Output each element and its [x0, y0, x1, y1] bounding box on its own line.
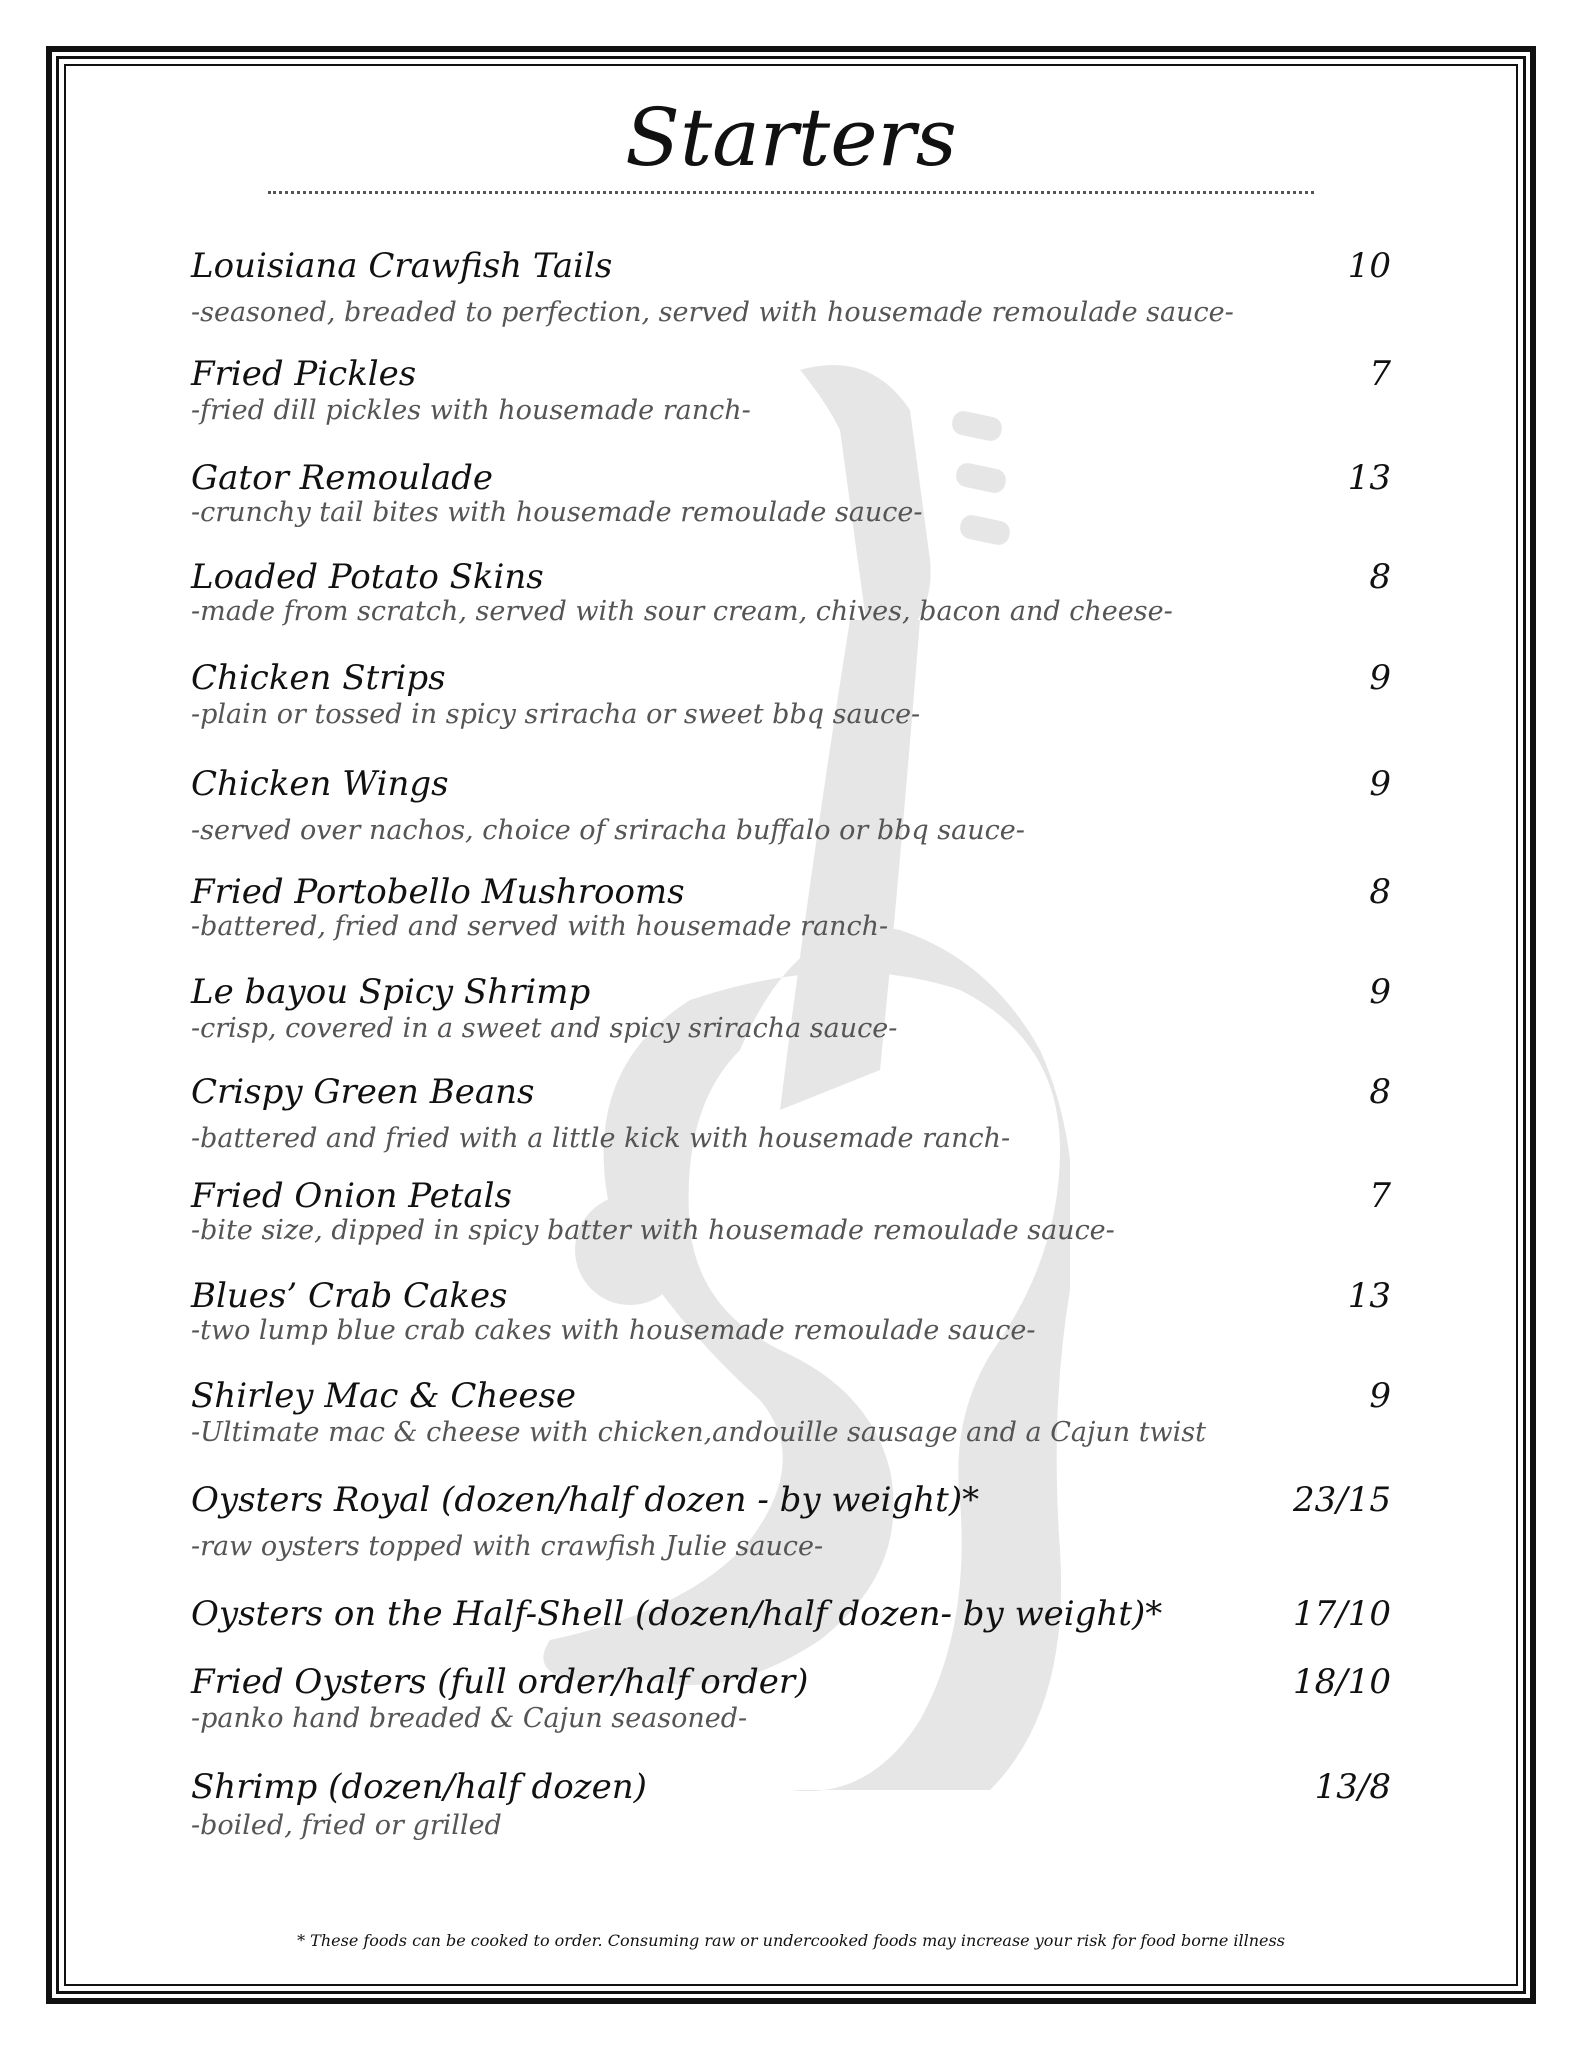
menu-item-description: -made from scratch, served with sour cream, chives, bacon and cheese- — [191, 596, 1173, 627]
menu-item-description: -two lump blue crab cakes with housemade remoulade sauce- — [191, 1315, 1036, 1346]
menu-item-name: Fried Oysters (full order/half order) — [191, 1662, 809, 1702]
menu-item-description: -crisp, covered in a sweet and spicy sriracha sauce- — [191, 1013, 898, 1044]
menu-item-price: 9 — [1369, 1376, 1391, 1416]
menu-item-price: 8 — [1369, 872, 1391, 912]
menu-item-name: Oysters on the Half-Shell (dozen/half dozen- by weight)* — [191, 1594, 1163, 1634]
menu-item — [191, 1374, 1391, 1474]
page-title: Starters — [625, 91, 957, 184]
menu-item-price: 9 — [1369, 658, 1391, 698]
menu-item-name: Fried Onion Petals — [191, 1176, 512, 1216]
menu-item-description: -boiled, fried or grilled — [191, 1810, 502, 1841]
menu-item-price: 13/8 — [1314, 1767, 1391, 1807]
menu-item-price: 18/10 — [1293, 1662, 1391, 1702]
menu-item-price: 9 — [1369, 764, 1391, 804]
menu-item-name: Oysters Royal (dozen/half dozen - by weight)* — [191, 1480, 980, 1520]
menu-item-price: 8 — [1369, 1072, 1391, 1112]
menu-item-name: Chicken Wings — [191, 764, 449, 804]
title-divider — [268, 191, 1314, 194]
menu-item-name: Crispy Green Beans — [191, 1072, 535, 1112]
menu-item-description: -battered, fried and served with housemade ranch- — [191, 911, 889, 942]
menu-item — [191, 1660, 1391, 1760]
menu-item-name: Le bayou Spicy Shrimp — [191, 972, 591, 1012]
menu-item — [191, 244, 1391, 344]
menu-item-name: Louisiana Crawfish Tails — [191, 246, 613, 286]
menu-item-price: 23/15 — [1293, 1480, 1391, 1520]
menu-item-description: -panko hand breaded & Cajun seasoned- — [191, 1703, 748, 1734]
menu-item-name: Fried Pickles — [191, 354, 417, 394]
menu-item-description: -raw oysters topped with crawfish Julie sauce- — [191, 1531, 824, 1562]
menu-item — [191, 870, 1391, 970]
menu-item-name: Shrimp (dozen/half dozen) — [191, 1767, 647, 1807]
menu-item-price: 7 — [1369, 1176, 1391, 1216]
menu-item-description: -crunchy tail bites with housemade remoulade sauce- — [191, 497, 923, 528]
menu-item-description: -seasoned, breaded to perfection, served with housemade remoulade sauce- — [191, 297, 1234, 328]
menu-item-price: 13 — [1347, 1276, 1391, 1316]
menu-item-name: Fried Portobello Mushrooms — [191, 872, 685, 912]
menu-item-price: 17/10 — [1293, 1594, 1391, 1634]
menu-item-price: 9 — [1369, 972, 1391, 1012]
menu-item-name: Gator Remoulade — [191, 458, 493, 498]
menu-item-description: -Ultimate mac & cheese with chicken,andouille sausage and a Cajun twist — [191, 1417, 1207, 1448]
menu-item-name: Chicken Strips — [191, 658, 446, 698]
menu-item-description: -bite size, dipped in spicy batter with housemade remoulade sauce- — [191, 1215, 1115, 1246]
menu-item-description: -battered and fried with a little kick with housemade ranch- — [191, 1123, 1011, 1154]
menu-item-price: 8 — [1369, 557, 1391, 597]
menu-item-price: 7 — [1369, 354, 1391, 394]
menu-item-description: -plain or tossed in spicy sriracha or sweet bbq sauce- — [191, 699, 921, 730]
menu-item — [191, 656, 1391, 756]
menu-item-description: -served over nachos, choice of sriracha buffalo or bbq sauce- — [191, 815, 1025, 846]
menu-item — [191, 555, 1391, 655]
menu-item — [191, 1274, 1391, 1374]
menu-item — [191, 1070, 1391, 1170]
menu-item-name: Loaded Potato Skins — [191, 557, 544, 597]
menu-item-description: -fried dill pickles with housemade ranch- — [191, 395, 751, 426]
menu-item-price: 10 — [1347, 246, 1391, 286]
menu-item — [191, 1478, 1391, 1578]
menu-item — [191, 762, 1391, 862]
menu-item-name: Shirley Mac & Cheese — [191, 1376, 577, 1416]
menu-item-name: Blues’ Crab Cakes — [191, 1276, 508, 1316]
menu-item — [191, 1765, 1391, 1865]
menu-item — [191, 1174, 1391, 1274]
menu-item — [191, 970, 1391, 1070]
menu-item — [191, 352, 1391, 452]
menu-item-price: 13 — [1347, 458, 1391, 498]
menu-item — [191, 456, 1391, 556]
footnote: * These foods can be cooked to order. Consuming raw or undercooked foods may increase your risk for food borne illness — [297, 1931, 1285, 1950]
